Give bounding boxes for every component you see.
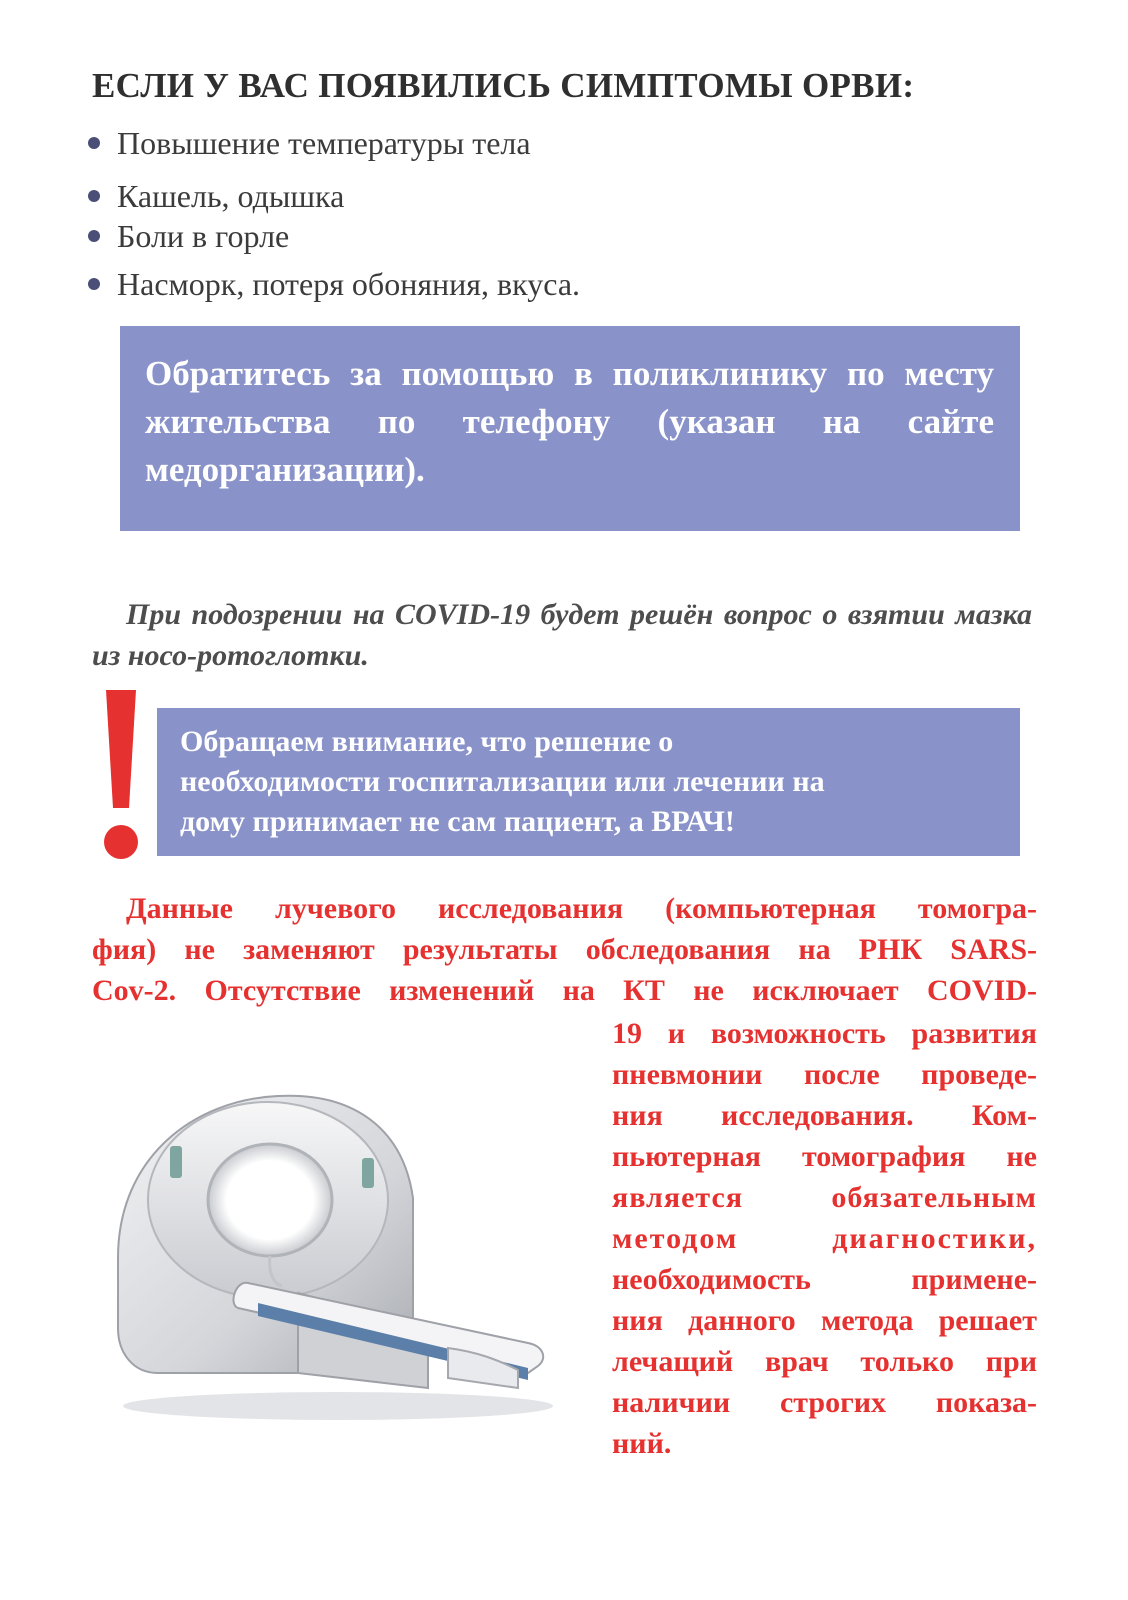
ct-column-line: необходимость примене- [612, 1263, 1037, 1296]
ct-column-line: пьютерная томография не [612, 1140, 1037, 1173]
symptom-text: Повышение температуры тела [117, 125, 531, 161]
ct-warning-line: Cov-2. Отсутствие изменений на КТ не исключает COVID- [92, 974, 1037, 1007]
attention-line: дому принимает не сам пациент, а ВРАЧ! [180, 805, 735, 838]
attention-line: Обращаем внимание, что решение о [180, 725, 674, 758]
ct-column-line: ния исследования. Ком- [612, 1099, 1037, 1132]
bullet-icon [88, 137, 100, 149]
ct-column-line: методом диагностики, [612, 1222, 1037, 1255]
symptom-item [88, 125, 531, 162]
ct-column-line: ния данного метода решает [612, 1304, 1037, 1337]
attention-box [157, 708, 1020, 856]
covid-note: При подозрении на COVID-19 будет решён вопрос о взятии мазка из носо-ротоглотки. [92, 598, 1032, 672]
symptom-item [88, 178, 344, 215]
attention-line: необходимости госпитализации или лечении на [180, 765, 825, 798]
page-heading: ЕСЛИ У ВАС ПОЯВИЛИСЬ СИМПТОМЫ ОРВИ: [92, 66, 915, 105]
ct-column-line: пневмонии после проведе- [612, 1058, 1037, 1091]
ct-warning-line: фия) не заменяют результаты обследования на РНК SARS- [92, 933, 1037, 966]
bullet-icon [88, 278, 100, 290]
contact-clinic-text: Обратитесь за помощью в поликлинику по месту жительства по телефону (указан на сайте медорганизации). [145, 354, 994, 489]
symptom-item [88, 266, 580, 303]
exclamation-icon [102, 690, 140, 860]
symptom-text: Насморк, потеря обоняния, вкуса. [117, 266, 581, 302]
symptom-item [88, 218, 289, 255]
symptom-text: Боли в горле [117, 218, 290, 254]
contact-clinic-box [120, 326, 1020, 531]
ct-column-line: лечащий врач только при [612, 1345, 1037, 1378]
bullet-icon [88, 230, 100, 242]
ct-column-line: является обязательным [612, 1181, 1037, 1214]
ct-column-line: 19 и возможность развития [612, 1017, 1037, 1050]
ct-warning-column [612, 1013, 1037, 1464]
ct-column-line: ний. [612, 1427, 672, 1460]
ct-warning-line: Данные лучевого исследования (компьютерная томогра- [126, 892, 1037, 925]
symptom-text: Кашель, одышка [117, 178, 345, 214]
bullet-icon [88, 190, 100, 202]
ct-scanner-image [98, 1088, 568, 1428]
ct-column-line: наличии строгих показа- [612, 1386, 1037, 1419]
ct-warning-text [92, 888, 1037, 1011]
